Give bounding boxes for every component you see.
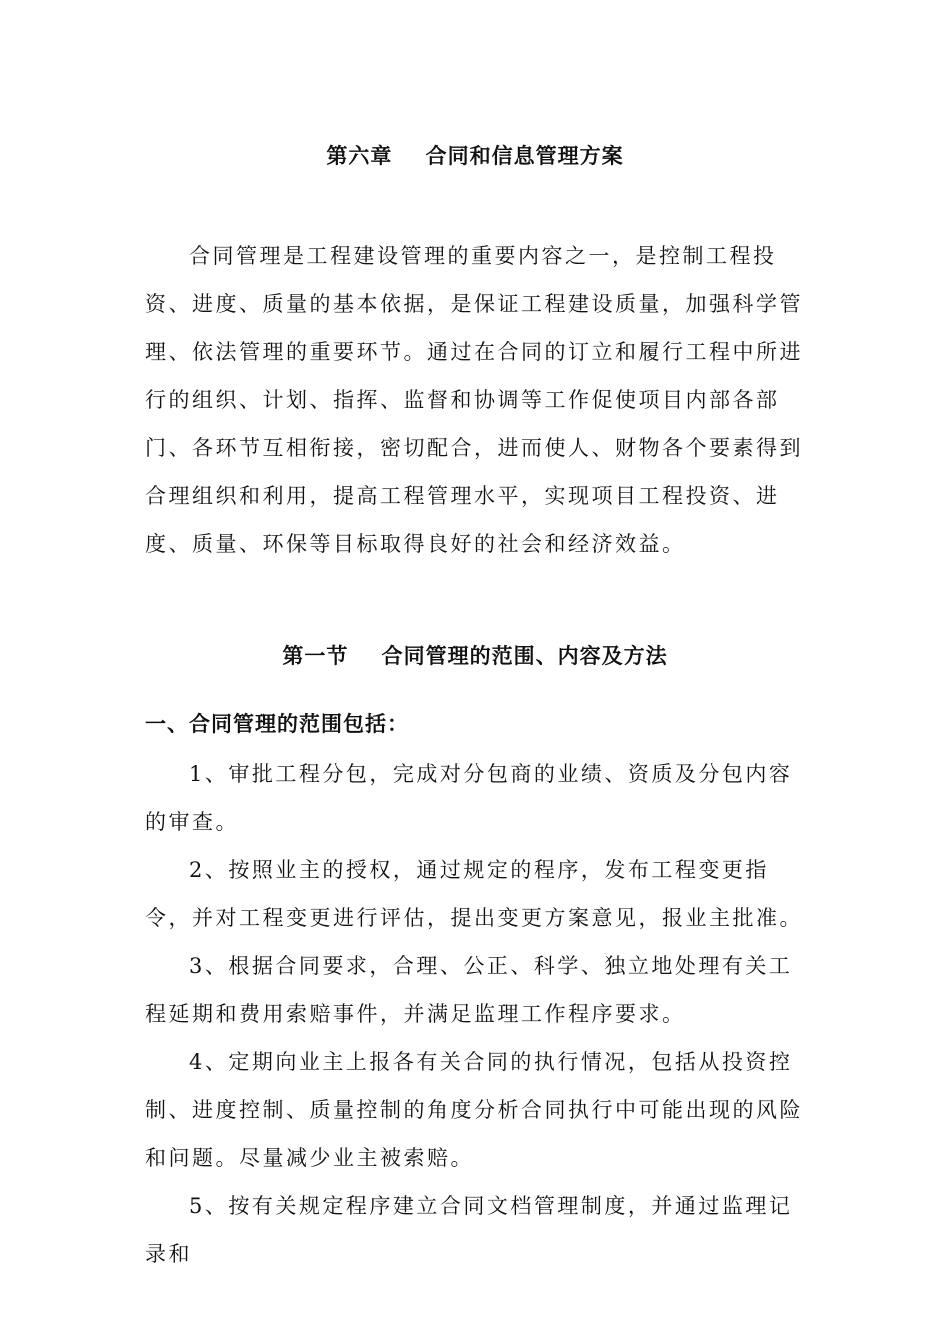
list-item: 1、审批工程分包，完成对分包商的业绩、资质及分包内容的审查。 [145,762,793,834]
scope-list [145,750,810,1278]
list-item: 3、根据合同要求，合理、公正、科学、独立地处理有关工程延期和费用索赔事件，并满足监理工作程序要求。 [145,954,793,1026]
list-item: 4、定期向业主上报各有关合同的执行情况，包括从投资控制、进度控制、质量控制的角度分析合同执行中可能出现的风险和问题。尽量减少业主被索赔。 [145,1050,803,1170]
intro-paragraph: 合同管理是工程建设管理的重要内容之一，是控制工程投资、进度、质量的基本依据，是保证工程建设质量，加强科学管理、依法管理的重要环节。通过在合同的订立和履行工程中所进行的组织、计划、指挥、监督和协调等工作促使项目内部各部门、各环节互相衔接，密切配合，进而使人、财物各个要素得到合理组织和利用，提高工程管理水平，实现项目工程投资、进度、质量、环保等目标取得良好的社会和经济效益。 [145,244,803,556]
section-title: 第一节 合同管理的范围、内容及方法 [282,644,668,668]
list-item: 2、按照业主的授权，通过规定的程序，发布工程变更指令，并对工程变更进行评估，提出变更方案意见，报业主批准。 [145,858,803,930]
scope-heading: 一、合同管理的范围包括： [145,712,409,736]
chapter-title: 第六章 合同和信息管理方案 [326,144,624,168]
list-item: 5、按有关规定程序建立合同文档管理制度，并通过监理记录和 [145,1194,793,1266]
